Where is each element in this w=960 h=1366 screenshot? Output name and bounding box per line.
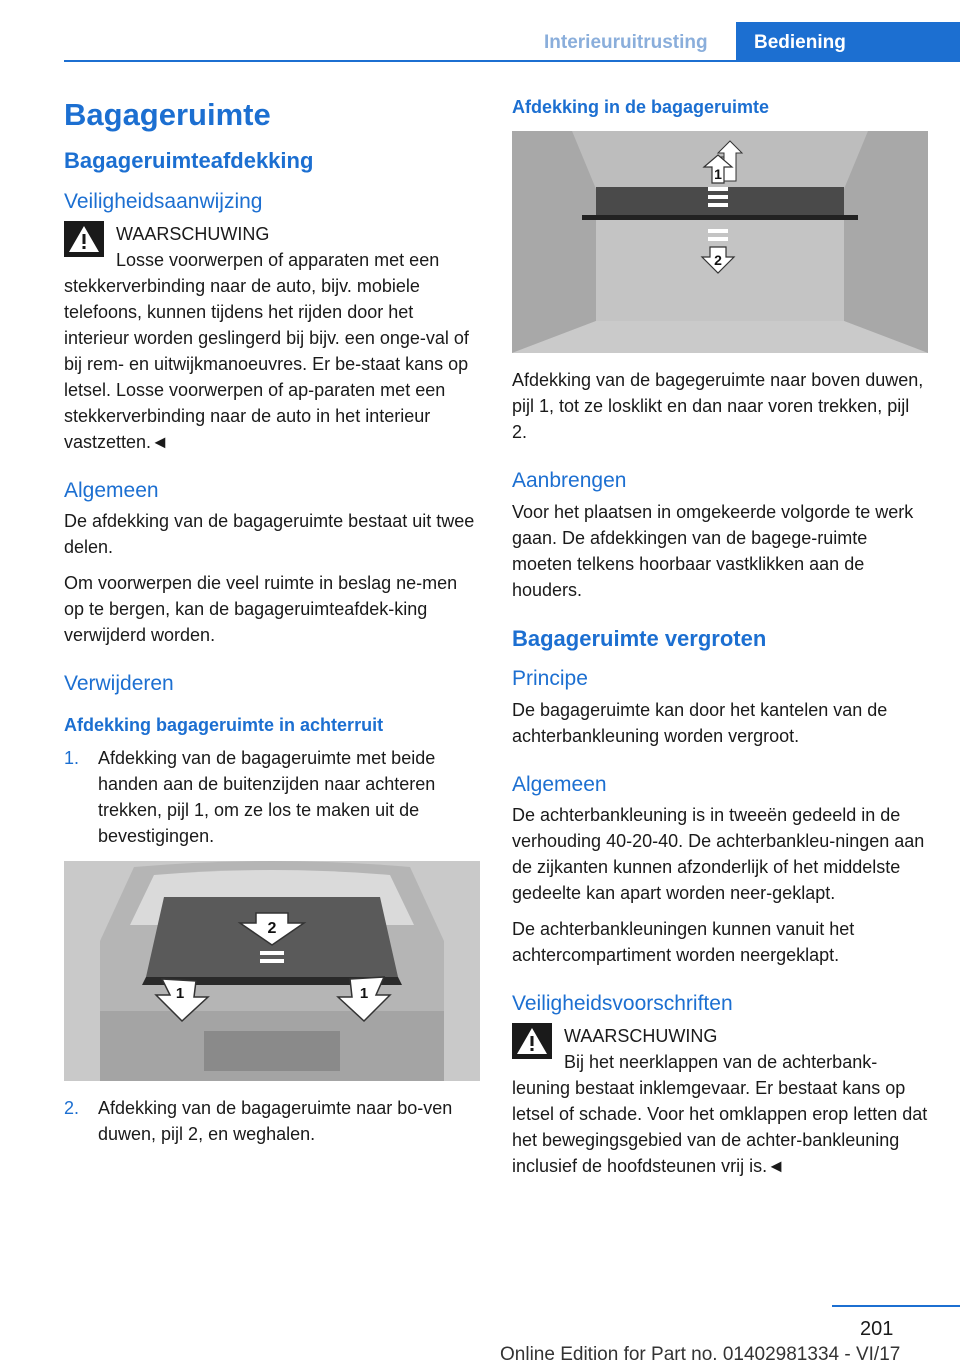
warning-text: leuning bestaat inklemgevaar. Er bestaat kans op letsel of schade. Voor het omklappen erop letten dat het bewegingsgebied van de achter-bankleuning inclusief de hoofdsteunen vrij is.◄	[512, 1078, 928, 1177]
footer-rule	[832, 1305, 960, 1307]
warning-block-2	[512, 1023, 928, 1179]
general-paragraph-2: Om voorwerpen die veel ruimte in beslag ne-men op te bergen, kan de bagageruimteafdek-king verwijderd worden.	[64, 573, 458, 646]
cover-heading: Afdekking in de bagageruimte	[512, 97, 770, 117]
principle-heading: Principe	[512, 667, 588, 691]
step-text: Afdekking van de bagageruimte naar bo-ven duwen, pijl 2, en weghalen.	[98, 1098, 453, 1145]
list-item	[64, 745, 480, 849]
page-header	[0, 0, 960, 64]
left-column	[64, 96, 480, 1157]
safety-rules-heading: Veiligheidsvoorschriften	[512, 991, 733, 1015]
section-heading: Bagageruimteafdekking	[64, 148, 314, 174]
warning-icon	[512, 1023, 552, 1059]
remove-heading: Verwijderen	[64, 672, 174, 696]
page-title: Bagageruimte	[64, 97, 271, 132]
general-heading: Algemeen	[64, 479, 159, 503]
cover-paragraph: Afdekking van de bagegeruimte naar boven duwen, pijl 1, tot ze losklikt en dan naar voren trekken, pijl 2.	[512, 370, 924, 443]
principle-paragraph: De bagageruimte kan door het kantelen van de achterbankleuning worden vergroot.	[512, 699, 888, 746]
removal-steps	[64, 745, 480, 849]
warning-first-line: Losse voorwerpen of apparaten met een	[116, 250, 440, 271]
step-number: 1.	[64, 748, 80, 769]
right-column	[512, 96, 928, 1189]
warning-block	[64, 221, 480, 455]
general-right-paragraph-2: De achterbankleuningen kunnen vanuit het achtercompartiment worden neergeklapt.	[512, 918, 855, 965]
step-number: 2.	[64, 1098, 80, 1119]
section-tab[interactable]: Interieuruitrusting	[544, 32, 708, 53]
warning-title: WAARSCHUWING	[116, 224, 270, 245]
arrow-1-right-label: 1	[359, 985, 369, 1003]
trunk-cover-figure	[512, 131, 928, 353]
page-number: 201	[860, 1318, 894, 1340]
rear-cover-heading: Afdekking bagageruimte in achterruit	[64, 714, 384, 735]
fit-paragraph: Voor het plaatsen in omgekeerde volgorde te werk gaan. De afdekkingen van de bagege-ruimte moeten telkens hoorbaar vastklikken aan de houders.	[512, 501, 914, 600]
general-paragraph-1: De afdekking van de bagageruimte bestaat uit twee delen.	[64, 511, 475, 558]
general-right-paragraph-1: De achterbankleuning is in tweeën gedeeld in de verhouding 40-20-40. De achterbankleu-ningen aan de zijkanten kunnen afzonderlijk of het middelste gedeelte kan apart worden neer-geklapt.	[512, 804, 925, 903]
warning-title: WAARSCHUWING	[564, 1026, 718, 1047]
rear-cover-figure	[64, 861, 480, 1081]
warning-icon	[64, 221, 104, 257]
arrow-1-left-label: 1	[175, 985, 185, 1003]
list-item	[64, 1095, 480, 1147]
header-rule	[64, 60, 960, 62]
chapter-tab[interactable]: Bediening	[736, 22, 960, 62]
arrow-2-label: 2	[267, 920, 277, 938]
edition-note: Online Edition for Part no. 01402981334 - VI/17	[500, 1344, 901, 1365]
warning-first-line: Bij het neerklappen van de achterbank-	[564, 1052, 878, 1073]
arrow-2-label: 2	[714, 252, 722, 269]
warning-text: stekkerverbinding naar de auto, bijv. mobiele telefoons, kunnen tijdens het rijden door het interieur worden geslingerd bij bijv. een onge-val of bij rem- en uitwijkmanoeuvres. Er be-staat kans op letsel. Losse voorwerpen of ap-paraten met een stekkerverbinding naar de auto in het interieur vastzetten.◄	[64, 276, 469, 453]
fit-heading: Aanbrengen	[512, 469, 627, 493]
safety-heading: Veiligheidsaanwijzing	[64, 189, 263, 213]
removal-steps-cont	[64, 1095, 480, 1147]
enlarge-heading: Bagageruimte vergroten	[512, 625, 767, 651]
arrow-1-label: 1	[714, 166, 722, 183]
general-heading-right: Algemeen	[512, 772, 607, 796]
step-text: Afdekking van de bagageruimte met beide handen aan de buitenzijden naar achteren trekken, pijl 1, om ze los te maken uit de bevestigingen.	[98, 748, 436, 847]
